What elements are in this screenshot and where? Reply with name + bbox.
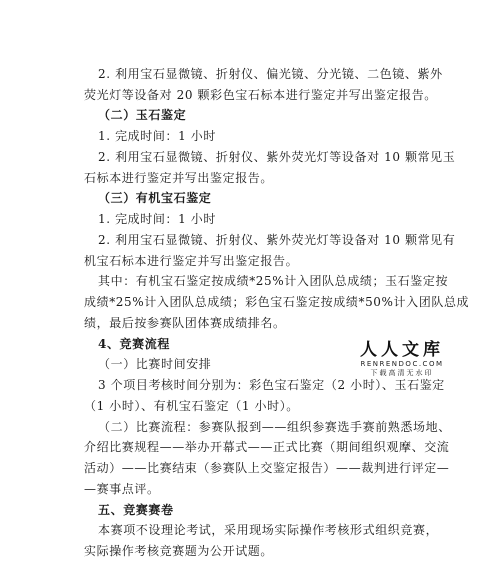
text-line: 实际操作考核竞赛题为公开试题。 bbox=[84, 544, 274, 558]
section-heading: （二）玉石鉴定 bbox=[98, 108, 187, 122]
section-heading: 4、竞赛流程 bbox=[98, 337, 170, 351]
section-heading: （三）有机宝石鉴定 bbox=[98, 191, 212, 205]
watermark-logo bbox=[350, 340, 454, 378]
text-line: 1. 完成时间：1 小时 bbox=[98, 212, 216, 226]
text-line: 荧光灯等设备对 20 颗彩色宝石标本进行鉴定并写出鉴定报告。 bbox=[84, 88, 437, 102]
text-line: 1. 完成时间：1 小时 bbox=[98, 129, 216, 143]
text-line: 成绩*25%计入团队总成绩；彩色宝石鉴定按成绩*50%计入团队总成 bbox=[84, 295, 470, 309]
watermark-subtitle: 下载高清无水印 bbox=[370, 369, 434, 377]
text-line: （二）比赛流程：参赛队报到——组织参赛选手赛前熟悉场地、 bbox=[98, 420, 451, 434]
text-line: 2. 利用宝石显微镜、折射仪、紫外荧光灯等设备对 10 颗常见玉 bbox=[98, 150, 456, 164]
text-line: 活动）——比赛结束（参赛队上交鉴定报告）——裁判进行评定— bbox=[84, 461, 450, 475]
text-line: 3 个项目考核时间分别为：彩色宝石鉴定（2 小时）、玉石鉴定 bbox=[98, 378, 445, 392]
text-line: 石标本进行鉴定并写出鉴定报告。 bbox=[84, 171, 274, 185]
text-line: （1 小时）、有机宝石鉴定（1 小时）。 bbox=[84, 399, 299, 413]
section-heading: 五、竞赛赛卷 bbox=[98, 503, 174, 517]
text-line: 其中：有机宝石鉴定按成绩*25%计入团队总成绩；玉石鉴定按 bbox=[98, 274, 449, 288]
text-line: 2. 利用宝石显微镜、折射仪、紫外荧光灯等设备对 10 颗常见有 bbox=[98, 233, 456, 247]
text-line: （一）比赛时间安排 bbox=[98, 357, 212, 371]
text-line: 介绍比赛规程——举办开幕式——正式比赛（期间组织观摩、交流 bbox=[84, 440, 450, 454]
text-line: 绩，最后按参赛队团体赛成绩排名。 bbox=[84, 316, 286, 330]
watermark-url: RENRENDOC.COM bbox=[360, 360, 444, 368]
text-line: —赛事点评。 bbox=[84, 482, 160, 496]
text-line: 机宝石标本进行鉴定并写出鉴定报告。 bbox=[84, 254, 299, 268]
text-line: 2. 利用宝石显微镜、折射仪、偏光镜、分光镜、二色镜、紫外 bbox=[98, 67, 443, 81]
watermark-title: 人人文库 bbox=[360, 340, 444, 360]
text-line: 本赛项不设理论考试，采用现场实际操作考核形式组织竞赛， bbox=[98, 523, 439, 537]
